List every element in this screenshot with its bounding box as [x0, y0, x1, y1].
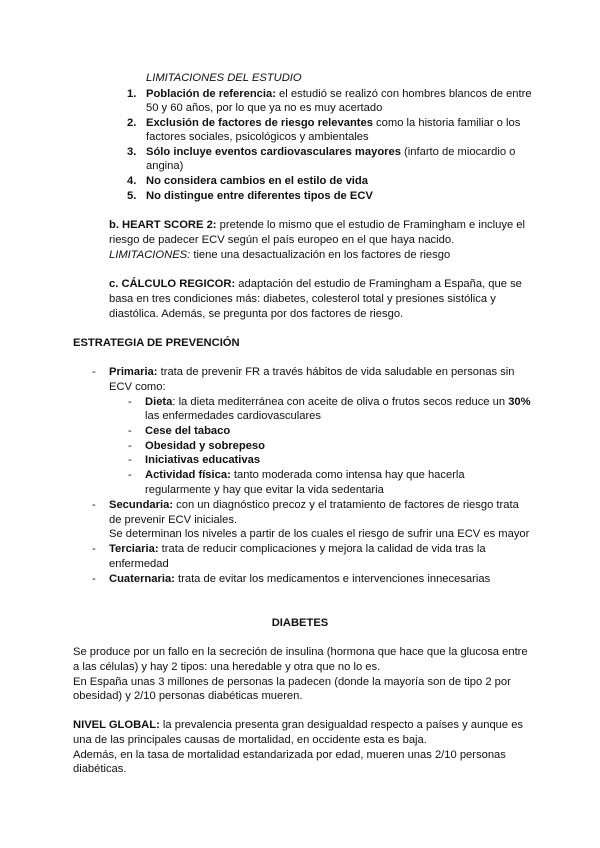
bullet-dash: -	[92, 499, 96, 511]
paragraph-line: obesidad) y 2/10 personas diabéticas mueren.	[73, 690, 303, 702]
list-item: Terciaria: trata de reducir complicaciones y mejora la calidad de vida tras la	[109, 543, 486, 555]
paragraph-line: NIVEL GLOBAL: la prevalencia presenta gran desigualdad respecto a países y aunque es	[73, 719, 524, 731]
sub-list-item: Obesidad y sobrepeso	[145, 440, 265, 452]
list-number: 2.	[127, 117, 137, 129]
paragraph-line: diabéticas.	[73, 763, 127, 775]
section-heading: ESTRATEGIA DE PREVENCIÓN	[73, 337, 240, 349]
list-item-cont: de prevenir ECV iniciales.	[109, 514, 238, 526]
bullet-dash: -	[128, 469, 132, 481]
list-item-cont: Se determinan los niveles a partir de los cuales el riesgo de sufrir una ECV es mayor	[109, 528, 530, 540]
list-item: Cuaternaria: trata de evitar los medicamentos e intervenciones innecesarias	[109, 573, 491, 585]
paragraph-line: c. CÁLCULO REGICOR: adaptación del estudio de Framingham a España, que se	[109, 278, 522, 290]
list-text: 50 y 60 años, por lo que ya no es muy acertado	[146, 102, 383, 114]
sub-list-item-cont: las enfermedades cardiovasculares	[145, 410, 321, 422]
list-text: Población de referencia: el estudió se realizó con hombres blancos de entre	[146, 88, 532, 100]
sub-list-item: Cese del tabaco	[145, 425, 231, 437]
bullet-dash: -	[92, 366, 96, 378]
paragraph-line: En España unas 3 millones de personas la padecen (donde la mayoría son de tipo 2 por	[73, 676, 511, 688]
list-item-cont: enfermedad	[109, 558, 169, 570]
paragraph-line: LIMITACIONES: tiene una desactualización en los factores de riesgo	[109, 249, 451, 261]
list-number: 4.	[127, 175, 137, 187]
sub-list-item: Iniciativas educativas	[145, 454, 261, 466]
list-text: No distingue entre diferentes tipos de ECV	[146, 190, 373, 202]
list-text: factores sociales, psicológicos y ambientales	[146, 131, 369, 143]
list-text: angina)	[146, 160, 184, 172]
list-number: 5.	[127, 190, 137, 202]
bullet-dash: -	[128, 454, 132, 466]
sub-list-item: Dieta: la dieta mediterránea con aceite de oliva o frutos secos reduce un 30%	[145, 396, 531, 408]
paragraph-line: b. HEART SCORE 2: pretende lo mismo que el estudio de Framingham e incluye el	[109, 219, 525, 231]
paragraph-line: basa en tres condiciones más: diabetes, colesterol total y presiones sistólica y	[109, 293, 496, 305]
sub-list-item: Actividad física: tanto moderada como intensa hay que hacerla	[145, 469, 465, 481]
paragraph-line: Además, en la tasa de mortalidad estandarizada por edad, mueren unas 2/10 personas	[73, 749, 506, 761]
list-number: 3.	[127, 146, 137, 158]
bullet-dash: -	[92, 543, 96, 555]
bullet-dash: -	[128, 396, 132, 408]
list-item: Secundaria: con un diagnóstico precoz y el tratamiento de factores de riesgo trata	[109, 499, 519, 511]
paragraph-line: diastólica. Además, se pregunta por dos factores de riesgo.	[109, 308, 404, 320]
list-text: Sólo incluye eventos cardiovasculares mayores (infarto de miocardio o	[146, 146, 516, 158]
list-number: 1.	[127, 88, 137, 100]
limitaciones-heading: LIMITACIONES DEL ESTUDIO	[146, 72, 302, 84]
bullet-dash: -	[92, 573, 96, 585]
section-heading: DIABETES	[271, 617, 329, 629]
paragraph-line: una de las principales causas de mortalidad, en occidente esta es baja.	[73, 734, 427, 746]
paragraph-line: riesgo de padecer ECV según el país europeo en el que haya nacido.	[109, 234, 455, 246]
list-text: Exclusión de factores de riesgo relevantes como la historia familiar o los	[146, 117, 521, 129]
bullet-dash: -	[128, 440, 132, 452]
sub-list-item-cont: regularmente y hay que evitar la vida sedentaria	[145, 484, 384, 496]
list-item: Primaria: trata de prevenir FR a través hábitos de vida saludable en personas sin	[109, 366, 515, 378]
bullet-dash: -	[128, 425, 132, 437]
list-item-cont: ECV como:	[109, 381, 166, 393]
paragraph-line: Se produce por un fallo en la secreción de insulina (hormona que hace que la glucosa entre	[73, 646, 528, 658]
paragraph-line: a las células) y hay 2 tipos: una heredable y otra que no lo es.	[73, 661, 381, 673]
list-text: No considera cambios en el estilo de vida	[146, 175, 368, 187]
